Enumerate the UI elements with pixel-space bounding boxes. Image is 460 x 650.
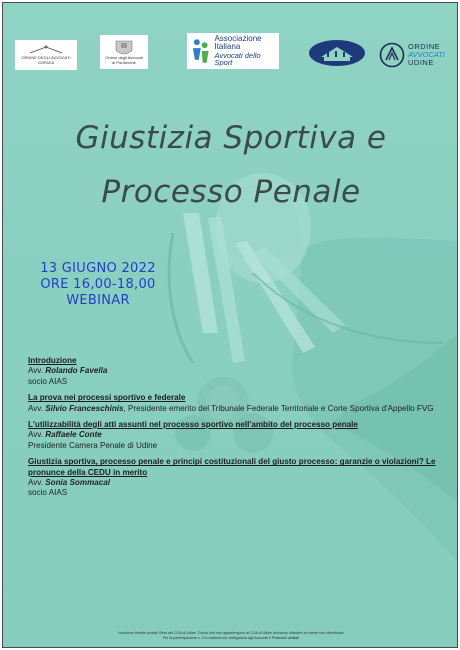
aias-line2: Italiana xyxy=(214,42,241,52)
title-line-1: Giustizia Sportiva e xyxy=(75,120,387,156)
speaker-prefix: Avv. xyxy=(28,403,43,413)
ordine-udine-logo xyxy=(379,39,449,71)
program-list xyxy=(28,356,438,503)
speaker-role: , Presidente emerito del Tribunale Federale Territoriale e Corte Sportiva d'Appello FVG xyxy=(123,403,434,413)
gorizia-logo-line2: GORIZIA xyxy=(37,59,55,65)
speaker-name: Sonia Sommacal xyxy=(45,478,111,488)
footer-line-1: Iscrizione tramite portale Sfera del COA di Udine. Coloro che non appartengono al COA di Udine dovranno chiedere ex utente non identificato xyxy=(118,631,344,635)
event-format: WEBINAR xyxy=(66,293,130,308)
gorizia-logo-line1: ORDINE DEGLI AVVOCATI xyxy=(21,55,71,61)
program-item-title: Introduzione xyxy=(28,356,77,365)
title-line-2: Processo Penale xyxy=(101,174,361,210)
program-item xyxy=(28,356,438,387)
ordine-pordenone-logo xyxy=(100,35,148,69)
ordine-gorizia-logo xyxy=(15,40,77,70)
program-item-role: socio AIAS xyxy=(28,376,68,386)
speaker-prefix: Avv. xyxy=(28,478,43,488)
program-item-title: La prova nei processi sportivo e federale xyxy=(28,393,186,403)
program-item-title: L'utilizzabilità degli atti assunti nel processo sportivo nell'ambito del processo penale xyxy=(28,420,358,430)
program-item-speaker xyxy=(28,430,438,440)
udine-line1: ORDINE xyxy=(408,42,441,52)
speaker-prefix: Avv. xyxy=(28,430,43,440)
pordenone-logo-line1: Ordine degli Avvocati xyxy=(105,55,143,61)
event-date: 13 GIUGNO 2022 xyxy=(40,261,156,276)
footer-note xyxy=(63,631,399,641)
program-item xyxy=(28,457,438,499)
aias-line3: Avvocati dello Sport xyxy=(214,50,261,68)
udine-emblem-icon xyxy=(379,42,405,68)
pordenone-logo-line2: di Pordenone xyxy=(112,59,136,65)
aias-logo xyxy=(187,33,279,69)
aias-line1: Associazione xyxy=(214,33,262,43)
speaker-name: Rolando Favella xyxy=(45,366,108,376)
program-item-speaker xyxy=(28,366,438,376)
program-item-speaker xyxy=(28,404,438,414)
medals-illustration xyxy=(3,3,458,648)
udine-line3: UDINE xyxy=(408,57,434,67)
camera-penale-logo xyxy=(308,39,366,67)
footer-line-2: Per la partecipazione n. 2 in materia non obbligatoria agli Avvocati e Praticanti abilitati xyxy=(162,636,300,640)
speaker-name: Silvio Franceschinis xyxy=(45,403,124,413)
program-item-role: socio AIAS xyxy=(28,488,68,498)
program-item xyxy=(28,393,438,414)
udine-line2: AVVOCATI xyxy=(408,50,445,60)
scales-icon xyxy=(26,45,66,55)
building-emblem-icon xyxy=(308,39,366,67)
coat-of-arms-icon xyxy=(110,39,138,55)
flyer-page xyxy=(2,2,458,648)
program-item-title: Giustizia sportiva, processo penale e principi costituzionali del giusto processo: garanzie o violazioni? Le pronunce della CEDU in merito xyxy=(28,457,436,477)
aias-figures-icon xyxy=(190,36,211,66)
program-item-speaker xyxy=(28,478,438,488)
event-time: ORE 16,00-18,00 xyxy=(40,277,156,292)
program-item-role: Presidente Camera Penale di Udine xyxy=(28,440,158,450)
speaker-prefix: Avv. xyxy=(28,366,43,376)
program-item xyxy=(28,420,438,451)
speaker-name: Raffaele Conte xyxy=(45,430,102,440)
